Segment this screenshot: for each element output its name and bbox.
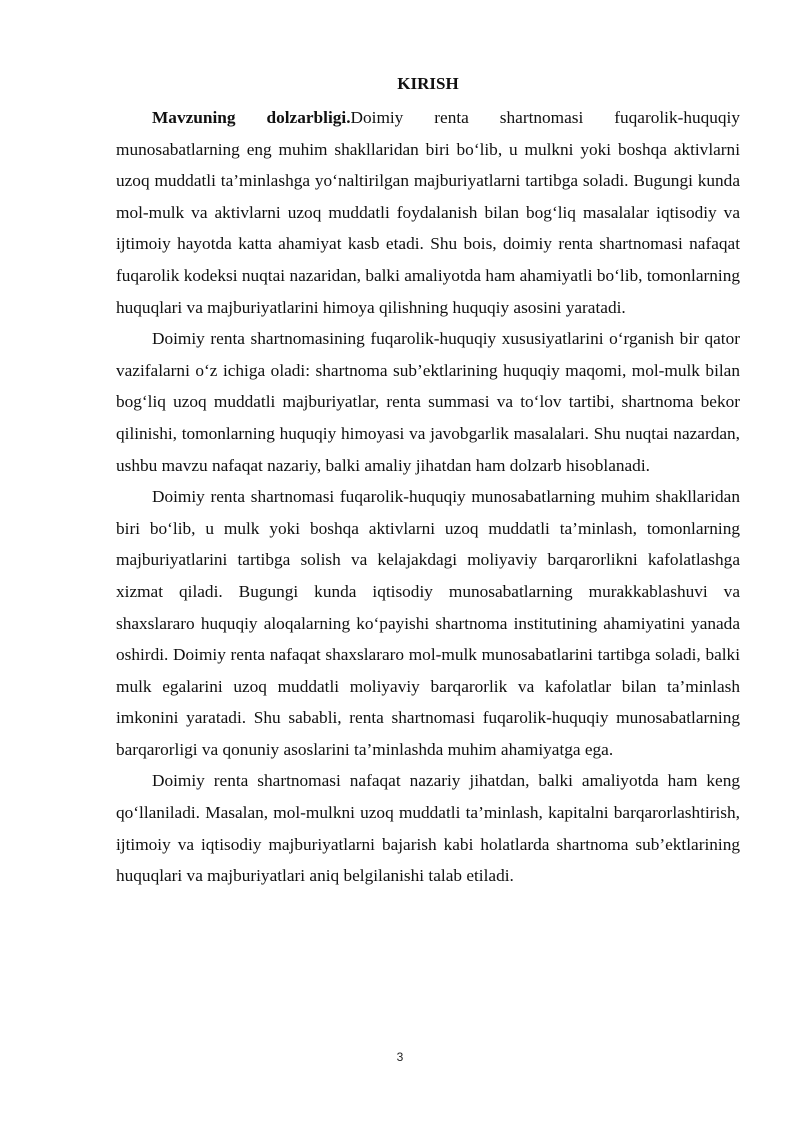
paragraph-importance bbox=[116, 481, 740, 765]
paragraph-relevance bbox=[116, 102, 740, 323]
paragraph-practice bbox=[116, 765, 740, 891]
paragraph-text: Doimiy renta shartnomasining fuqarolik-huquqiy xususiyatlarini o‘rganish bir qator vazifalarni o‘z ichiga oladi: shartnoma sub’ektlarining huquqiy maqomi, mol-mulk bilan bog‘liq uzoq muddatli majburiyatlar, renta summasi va to‘lov tartibi, shartnoma bekor qilinishi, tomonlarning huquqiy himoyasi va javobgarlik masalalari. Shu nuqtai nazardan, ushbu mavzu nafaqat nazariy, balki amaliy jihatdan ham dolzarb hisoblanadi. bbox=[116, 329, 740, 475]
paragraph-text: Doimiy renta shartnomasi nafaqat nazariy jihatdan, balki amaliyotda ham keng qo‘llaniladi. Masalan, mol-mulkni uzoq muddatli ta’minlash, kapitalni barqarorlashtirish, ijtimoiy va iqtisodiy majburiyatlarni bajarish kabi holatlarda shartnoma sub’ektlarining huquqlari va majburiyatlari aniq belgilanishi talab etiladi. bbox=[116, 771, 740, 886]
document-page bbox=[116, 70, 740, 892]
paragraph-tasks bbox=[116, 323, 740, 481]
paragraph-text: Doimiy renta shartnomasi fuqarolik-huquqiy munosabatlarning eng muhim shakllaridan biri bo‘lib, u mulkni yoki boshqa aktivlarni uzoq muddatli ta’minlashga yo‘naltirilgan majburiyatlarni tartibga soladi. Bugungi kunda mol-mulk va aktivlarni uzoq muddatli foydalanish bilan bog‘liq masalalar iqtisodiy va ijtimoiy hayotda katta ahamiyat kasb etadi. Shu bois, doimiy renta shartnomasi nafaqat fuqarolik kodeksi nuqtai nazaridan, balki amaliyotda ham ahamiyatli bo‘lib, tomonlarning huquqlari va majburiyatlarini himoya qilishning huquqiy asosini yaratadi. bbox=[116, 108, 740, 317]
page-title: KIRISH bbox=[397, 74, 459, 93]
paragraph-text: Doimiy renta shartnomasi fuqarolik-huquqiy munosabatlarning muhim shakllaridan biri bo‘lib, u mulk yoki boshqa aktivlarni uzoq muddatli ta’minlash, tomonlarning majburiyatlarini tartibga solish va kelajakdagi moliyaviy barqarorlikni kafolatlashga xizmat qiladi. Bugungi kunda iqtisodiy munosabatlarning murakkablashuvi va shaxslararo huquqiy aloqalarning ko‘payishi shartnoma institutining ahamiyatini yanada oshirdi. Doimiy renta nafaqat shaxslararo mol-mulk munosabatlarini tartibga soladi, balki mulk egalarini uzoq muddatli moliyaviy barqarorlik va kafolatlar bilan ta’minlash imkonini yaratadi. Shu sababli, renta shartnomasi fuqarolik-huquqiy munosabatlarning barqarorligi va qonuniy asoslarini ta’minlashda muhim ahamiyatga ega. bbox=[116, 487, 740, 759]
paragraph-lead: Mavzuning dolzarbligi. bbox=[152, 108, 351, 127]
page-number: 3 bbox=[396, 1050, 404, 1064]
